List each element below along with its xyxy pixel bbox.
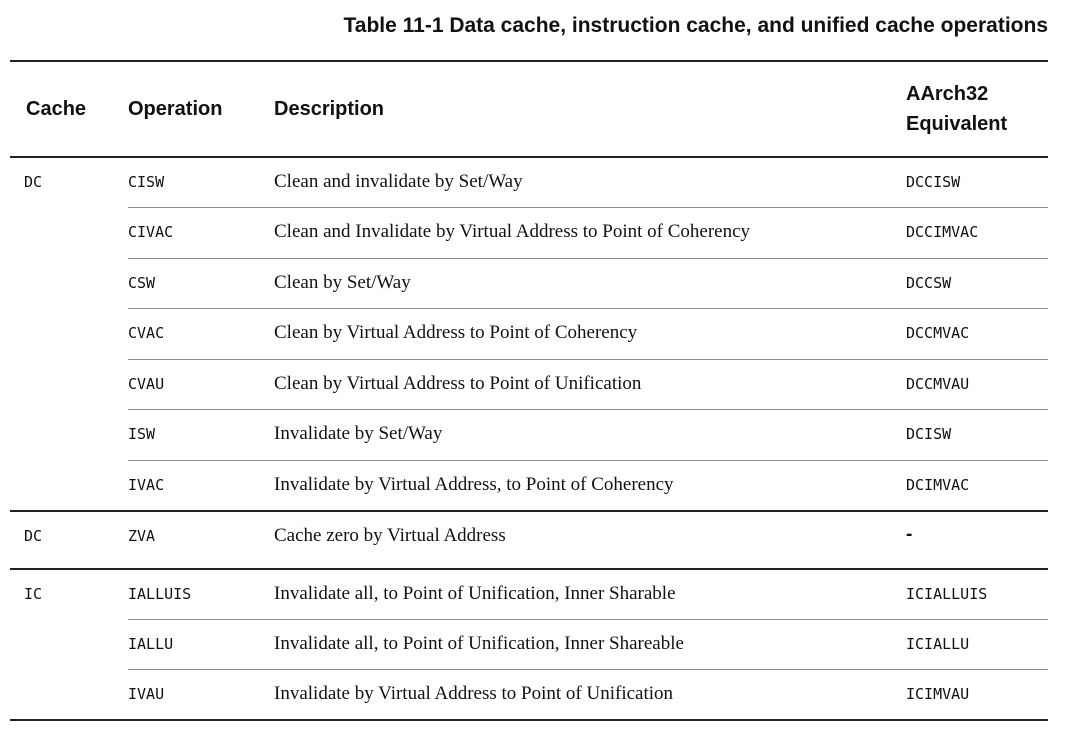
table-body [10, 157, 1048, 720]
description-cell: Cache zero by Virtual Address [274, 511, 906, 569]
operation-cell: IALLU [128, 619, 274, 670]
header-operation: Operation [128, 98, 223, 120]
cache-cell [10, 410, 128, 461]
equivalent-cell: - [906, 511, 1048, 569]
equivalent-cell: DCIMVAC [906, 460, 1048, 511]
description-cell: Invalidate all, to Point of Unification, Inner Sharable [274, 569, 906, 620]
operation-cell: IVAU [128, 670, 274, 721]
table-row [10, 359, 1048, 410]
operation-cell: CISW [128, 157, 274, 208]
equivalent-cell: ICIALLU [906, 619, 1048, 670]
header-equivalent-line2: Equivalent [906, 113, 1008, 135]
table-row [10, 460, 1048, 511]
table-row [10, 511, 1048, 569]
description-cell: Clean and invalidate by Set/Way [274, 157, 906, 208]
cache-cell [10, 309, 128, 360]
table-row [10, 208, 1048, 259]
cache-operations-table [10, 60, 1048, 721]
header-equivalent-line1: AArch32 [906, 83, 989, 105]
cache-cell: IC [24, 584, 43, 603]
cache-cell [10, 670, 128, 721]
header-cache: Cache [26, 98, 87, 120]
table-row [10, 569, 1048, 620]
operation-cell: ISW [128, 410, 274, 461]
operation-cell: ZVA [128, 511, 274, 569]
cache-cell [10, 208, 128, 259]
table-caption: Table 11-1 Data cache, instruction cache, and unified cache operations [343, 14, 1048, 37]
table-row [10, 410, 1048, 461]
description-cell: Clean and Invalidate by Virtual Address to Point of Coherency [274, 208, 906, 259]
equivalent-cell: DCCIMVAC [906, 208, 1048, 259]
operation-cell: CIVAC [128, 208, 274, 259]
equivalent-cell: ICIALLUIS [906, 569, 1048, 620]
description-cell: Invalidate by Virtual Address, to Point of Coherency [274, 460, 906, 511]
table-row [10, 309, 1048, 360]
equivalent-cell: DCCISW [906, 157, 1048, 208]
cache-cell: DC [10, 511, 128, 569]
table-row [10, 670, 1048, 721]
cache-cell [10, 460, 128, 511]
operation-cell: CVAC [128, 309, 274, 360]
description-cell: Invalidate by Virtual Address to Point of Unification [274, 670, 906, 721]
cache-cell [10, 258, 128, 309]
cache-cell: DC [24, 173, 43, 191]
table-row [10, 258, 1048, 309]
equivalent-cell: DCCMVAU [906, 359, 1048, 410]
description-cell: Clean by Virtual Address to Point of Unification [274, 359, 906, 410]
header-aarch32-equivalent [906, 61, 1048, 157]
table-header [10, 61, 1048, 157]
description-cell: Clean by Set/Way [274, 258, 906, 309]
header-description: Description [274, 98, 385, 120]
equivalent-cell: ICIMVAU [906, 670, 1048, 721]
operation-cell: IALLUIS [128, 569, 274, 620]
description-cell: Invalidate all, to Point of Unification, Inner Shareable [274, 619, 906, 670]
cache-cell [10, 619, 128, 670]
equivalent-cell: DCCSW [906, 258, 1048, 309]
operation-cell: IVAC [128, 460, 274, 511]
description-cell: Clean by Virtual Address to Point of Coherency [274, 309, 906, 360]
equivalent-cell: DCCMVAC [906, 309, 1048, 360]
description-cell: Invalidate by Set/Way [274, 410, 906, 461]
cache-cell [10, 359, 128, 410]
operation-cell: CVAU [128, 359, 274, 410]
table-row [10, 619, 1048, 670]
equivalent-cell: DCISW [906, 410, 1048, 461]
table-row [10, 157, 1048, 208]
operation-cell: CSW [128, 258, 274, 309]
